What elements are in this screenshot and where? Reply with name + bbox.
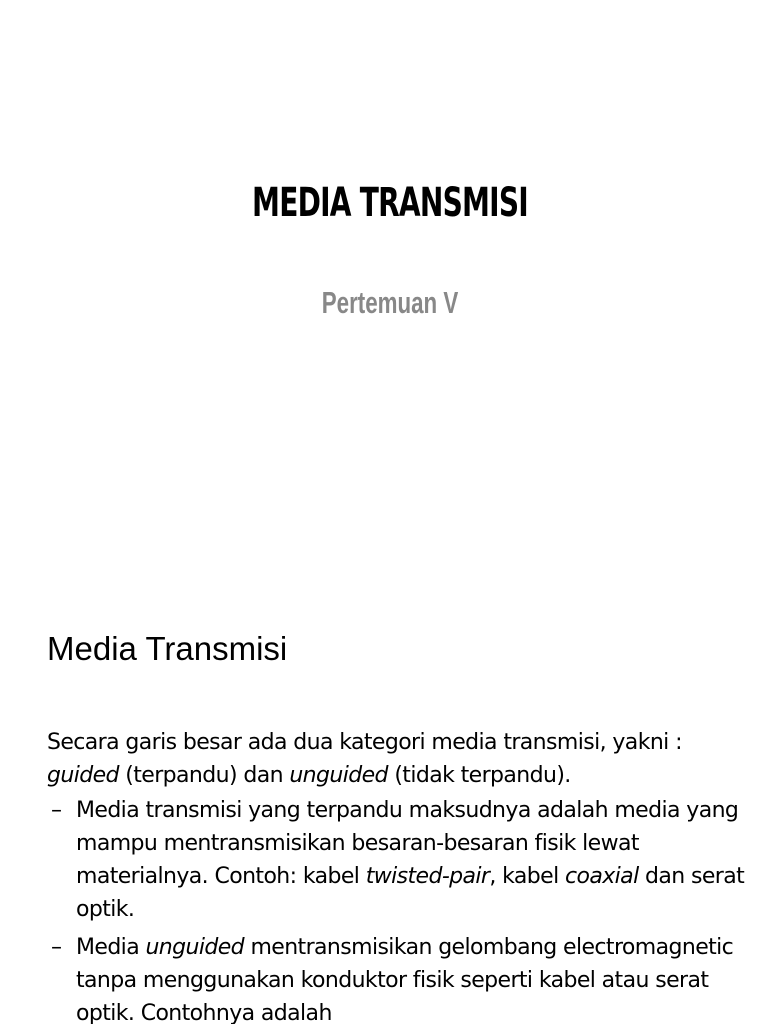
content-slide-title: Media Transmisi: [47, 630, 288, 667]
bullet-text: Media transmisi yang terpandu maksudnya adalah media yang mampu mentransmisikan besaran-besaran fisik lewat materialnya. Contoh: kabel: [76, 798, 739, 889]
bullet-text: Media: [76, 935, 146, 960]
intro-unguided-term: unguided: [289, 763, 388, 788]
intro-text-1: Secara garis besar ada dua kategori media transmisi, yakni :: [47, 730, 682, 755]
bullet-italic-term: twisted-pair: [365, 864, 490, 889]
bullet-italic-term: unguided: [145, 935, 245, 960]
bullet-text: , kabel: [489, 864, 566, 889]
bullet-list: [47, 794, 757, 1024]
bullet-item-unguided: [47, 931, 757, 1024]
dash-bullet-icon: –: [51, 798, 62, 823]
content-body: [47, 726, 757, 1024]
bullet-italic-term: coaxial: [565, 864, 639, 889]
dash-bullet-icon: –: [51, 935, 62, 960]
slide-subtitle: Pertemuan V: [321, 285, 459, 320]
intro-text-2: (terpandu) dan: [118, 763, 290, 788]
bullet-item-guided: [47, 794, 757, 926]
content-slide: [0, 576, 768, 1024]
slide-title: MEDIA TRANSMISI: [252, 180, 528, 226]
intro-guided-term: guided: [47, 763, 119, 788]
intro-text-3: (tidak terpandu).: [387, 763, 571, 788]
bullet-text: dan serat optik.: [76, 864, 745, 922]
bullet-text: mentransmisikan gelombang electromagnetic tanpa menggunakan konduktor fisik seperti kabel atau serat optik. Contohnya adalah: [76, 935, 734, 1024]
intro-paragraph: [47, 726, 757, 792]
